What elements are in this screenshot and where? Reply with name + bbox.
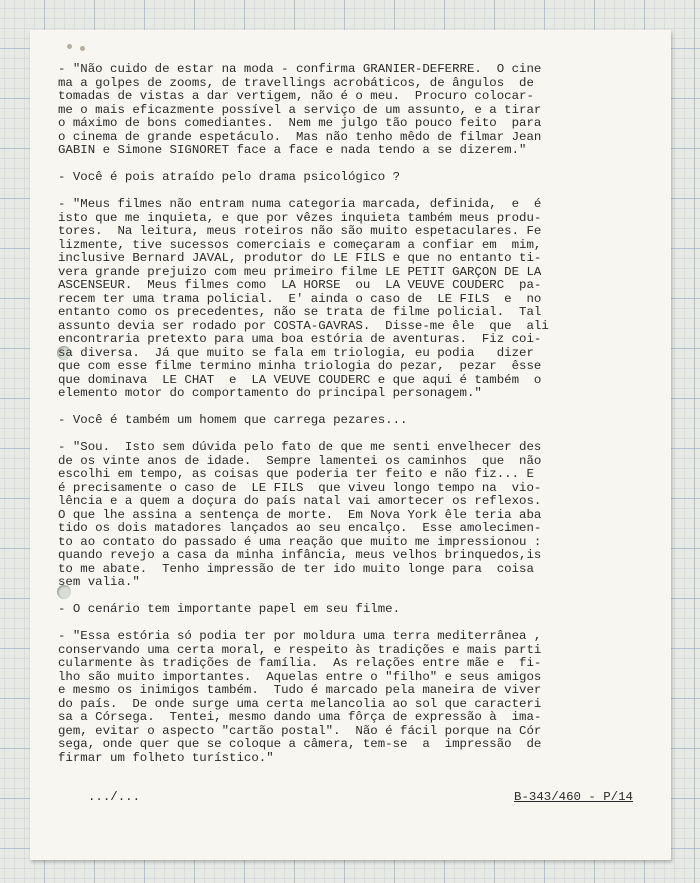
interview-answer xyxy=(58,630,618,765)
text-line: sem valia." xyxy=(58,575,140,589)
text-line: ma a golpes de zooms, de travellings acrobáticos, de ângulos de xyxy=(58,75,534,90)
text-line: tido os dois matadores lançados ao seu encalço. Esse amolecimen- xyxy=(58,521,542,535)
interview-answer xyxy=(58,198,618,401)
text-line: GABIN e Simone SIGNORET face a face e nada tendo a se dizerem." xyxy=(58,143,527,157)
text-line: isto que me inquieta, e que por vêzes inquieta também meus produ- xyxy=(58,210,542,225)
document-body xyxy=(58,63,618,779)
text-line: tores. Na leitura, meus roteiros não são muito espetaculares. Fe xyxy=(58,224,542,238)
text-line: firmar um folheto turístico." xyxy=(58,750,274,765)
text-line: - O cenário tem importante papel em seu filme. xyxy=(58,602,401,616)
text-line: quando revejo a casa da minha infância, meus velhos brinquedos,is xyxy=(58,548,542,562)
text-line: - Você é pois atraído pelo drama psicológico ? xyxy=(58,170,401,184)
interview-question xyxy=(58,171,618,185)
text-line: o máximo de bons comediantes. Nem me julgo tão pouco feito para xyxy=(58,116,542,130)
text-line: sa diversa. Já que muito se fala em triologia, eu podia dizer xyxy=(58,345,534,360)
text-line: lência e a quem a doçura do país natal vai amortecer os reflexos. xyxy=(58,494,542,508)
text-line: conservando uma certa moral, e respeito às tradições e mais parti xyxy=(58,642,542,657)
text-line: - Você é também um homem que carrega pezares... xyxy=(58,413,408,427)
text-line: é precisamente o caso de LE FILS que viveu longo tempo na vio- xyxy=(58,480,542,495)
text-line: tomadas de vistas a dar vertigem, não é o meu. Procuro colocar- xyxy=(58,89,534,103)
continuation-mark: .../... xyxy=(88,790,141,804)
text-line: vera grande prejuizo com meu primeiro filme LE PETIT GARÇON DE LA xyxy=(58,264,542,279)
interview-question xyxy=(58,414,618,428)
text-line: sega, onde quer que se coloque a câmera, tem-se a impressão de xyxy=(58,737,542,751)
text-line: escolhi em tempo, as coisas que poderia ter feito e não fiz... E xyxy=(58,467,534,481)
text-line: sa a Córsega. Tentei, mesmo dando uma fôrça de expressão à ima- xyxy=(58,710,542,724)
text-line: entanto como os precedentes, não se trata de filme policial. Tal xyxy=(58,305,542,319)
text-line: me o mais eficazmente possível a serviço de um assunto, e a tirar xyxy=(58,102,542,117)
interview-answer xyxy=(58,441,618,590)
text-line: que dominava LE CHAT e LA VEUVE COUDERC e que aqui é também o xyxy=(58,372,542,387)
text-line: O que lhe assina a sentença de morte. Em Nova York êle teria aba xyxy=(58,507,542,522)
text-line: do país. De onde surge uma certa melancolia ao sol que caracteri xyxy=(58,696,542,711)
text-line: inclusive Bernard JAVAL, produtor do LE FILS e que no entanto ti- xyxy=(58,251,542,265)
text-line: to ao contato do passado é uma reação que muito me impressionou : xyxy=(58,534,542,549)
text-line: to me abate. Tenho impressão de ter ido muito longe para coisa xyxy=(58,561,534,576)
text-line: ASCENSEUR. Meus filmes como LA HORSE ou LA VEUVE COUDERC pa- xyxy=(58,278,542,292)
text-line: que com esse filme termino minha triologia do pezar, pezar êsse xyxy=(58,359,542,373)
text-line: lho são muito importantes. Aquelas entre o "filho" e seus amigos xyxy=(58,669,542,684)
text-line: o cinema de grande espetáculo. Mas não tenho mêdo de filmar Jean xyxy=(58,129,542,144)
text-line: - "Essa estória só podia ter por moldura uma terra mediterrânea , xyxy=(58,629,542,643)
text-line: lizmente, tive sucessos comerciais e começaram a confiar em mim, xyxy=(58,237,542,252)
text-line: de os vinte anos de idade. Sempre lamentei os caminhos que não xyxy=(58,453,542,468)
text-line: - "Não cuido de estar na moda - confirma GRANIER-DEFERRE. O cine xyxy=(58,62,542,76)
text-line: recem ter uma trama policial. E' ainda o caso de LE FILS e no xyxy=(58,291,542,306)
text-line: assunto devia ser rodado por COSTA-GAVRAS. Disse-me êle que ali xyxy=(58,318,549,333)
text-line: - "Meus filmes não entram numa categoria marcada, definida, e é xyxy=(58,197,542,211)
document-reference: B-343/460 - P/14 xyxy=(514,790,633,804)
text-line: - "Sou. Isto sem dúvida pelo fato de que me senti envelhecer des xyxy=(58,440,542,454)
staple-mark xyxy=(67,44,72,49)
text-line: e mesmo os inimigos também. Tudo é marcado pela maneira de viver xyxy=(58,683,542,697)
text-line: encontraria pretexto para uma boa estória de aventuras. Fiz coi- xyxy=(58,332,542,346)
text-line: cularmente às tradições de família. As relações entre mãe e fi- xyxy=(58,656,542,670)
interview-question xyxy=(58,603,618,617)
text-line: gem, evitar o aspecto "cartão postal". Não é fácil porque na Cór xyxy=(58,723,542,738)
text-line: elemento motor do comportamento do principal personagem." xyxy=(58,386,482,400)
interview-answer xyxy=(58,63,618,158)
staple-mark xyxy=(80,46,85,51)
